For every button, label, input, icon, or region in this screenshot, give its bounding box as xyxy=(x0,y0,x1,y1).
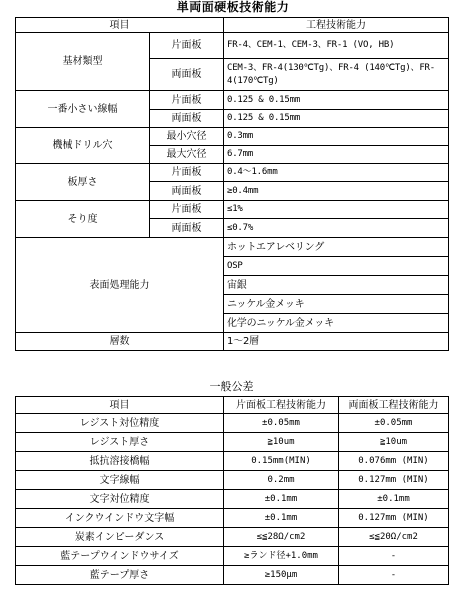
sub-item-cell: 片面板 xyxy=(150,201,224,219)
layers-value-cell: 1～2層 xyxy=(224,333,449,351)
table-row xyxy=(16,471,449,490)
single-value-cell: ≧10um xyxy=(224,433,339,452)
item-cell: 藍テープウインドウサイズ xyxy=(16,547,224,566)
single-value-cell: ±0.05mm xyxy=(224,414,339,433)
surface-value-cell: OSP xyxy=(224,257,449,276)
item-cell: 文字対位精度 xyxy=(16,490,224,509)
header-single-sided: 片面板工程技術能力 xyxy=(224,397,339,414)
double-value-cell: ±0.05mm xyxy=(339,414,449,433)
item-cell: 藍テープ厚さ xyxy=(16,566,224,585)
surface-value-cell: ニッケル金メッキ xyxy=(224,295,449,314)
item-cell: 炭素インピーダンス xyxy=(16,528,224,547)
category-cell: 一番小さい線幅 xyxy=(16,91,150,128)
category-cell: 板厚さ xyxy=(16,164,150,201)
single-value-cell: ±0.1mm xyxy=(224,509,339,528)
header-item: 項目 xyxy=(16,18,224,33)
double-value-cell: ±0.1mm xyxy=(339,490,449,509)
sub-item-cell: 最小穴径 xyxy=(150,128,224,146)
double-value-cell: 0.127mm (MIN) xyxy=(339,509,449,528)
surface-value-cell: ホットエアレベリング xyxy=(224,238,449,257)
value-cell: FR-4、CEM-1、CEM-3、FR-1 (VO, HB) xyxy=(224,33,449,59)
value-cell: ≤0.7% xyxy=(224,219,449,238)
header-item: 項目 xyxy=(16,397,224,414)
surface-value-cell: 宙銀 xyxy=(224,276,449,295)
item-cell: 抵抗溶接橋幅 xyxy=(16,452,224,471)
general-tolerance-table xyxy=(15,396,449,585)
item-cell: インクウインドウ文字幅 xyxy=(16,509,224,528)
layers-category-cell: 層数 xyxy=(16,333,224,351)
value-cell: ≤1% xyxy=(224,201,449,219)
value-cell: 0.125 & 0.15mm xyxy=(224,110,449,128)
item-cell: 文字線幅 xyxy=(16,471,224,490)
table-row xyxy=(16,433,449,452)
double-value-cell: 0.076mm (MIN) xyxy=(339,452,449,471)
single-value-cell: 0.15mm(MIN) xyxy=(224,452,339,471)
double-value-cell: - xyxy=(339,547,449,566)
value-cell: 0.3mm xyxy=(224,128,449,146)
sub-item-cell: 片面板 xyxy=(150,91,224,110)
sub-item-cell: 片面板 xyxy=(150,164,224,182)
sub-item-cell: 両面板 xyxy=(150,219,224,238)
value-cell: 6.7mm xyxy=(224,146,449,164)
sub-item-cell: 片面板 xyxy=(150,33,224,59)
table-row xyxy=(16,490,449,509)
surface-value-cell: 化学のニッケル金メッキ xyxy=(224,314,449,333)
single-value-cell: ≥150μm xyxy=(224,566,339,585)
value-cell: CEM-3、FR-4(130℃Tg)、FR-4 (140℃Tg)、FR-4(170℃Tg) xyxy=(224,59,449,91)
double-value-cell: ≧10um xyxy=(339,433,449,452)
header-double-sided: 両面板工程技術能力 xyxy=(339,397,449,414)
category-cell: 基材類型 xyxy=(16,33,150,91)
single-value-cell: ≤≦28Ω/cm2 xyxy=(224,528,339,547)
item-cell: レジスト対位精度 xyxy=(16,414,224,433)
surface-category-cell: 表面処理能力 xyxy=(16,238,224,333)
page-title: 単両面硬板技術能力 xyxy=(176,0,290,14)
table-row xyxy=(16,414,449,433)
single-value-cell: ≥ランド径+1.0mm xyxy=(224,547,339,566)
category-cell: そり度 xyxy=(16,201,150,238)
double-value-cell: ≤≦20Ω/cm2 xyxy=(339,528,449,547)
table-row xyxy=(16,566,449,585)
value-cell: ≥0.4mm xyxy=(224,182,449,201)
table-row xyxy=(16,452,449,471)
header-capability: 工程技術能力 xyxy=(224,18,449,33)
single-value-cell: ±0.1mm xyxy=(224,490,339,509)
item-cell: レジスト厚さ xyxy=(16,433,224,452)
sub-item-cell: 最大穴径 xyxy=(150,146,224,164)
sub-item-cell: 両面板 xyxy=(150,110,224,128)
table-row xyxy=(16,528,449,547)
value-cell: 0.125 & 0.15mm xyxy=(224,91,449,110)
double-value-cell: - xyxy=(339,566,449,585)
table-row xyxy=(16,509,449,528)
sub-item-cell: 両面板 xyxy=(150,182,224,201)
sub-item-cell: 両面板 xyxy=(150,59,224,91)
single-value-cell: 0.2mm xyxy=(224,471,339,490)
value-cell: 0.4～1.6mm xyxy=(224,164,449,182)
process-capability-table xyxy=(15,17,449,351)
category-cell: 機械ドリル穴 xyxy=(16,128,150,164)
double-value-cell: 0.127mm (MIN) xyxy=(339,471,449,490)
tolerance-title: 一般公差 xyxy=(209,380,254,393)
table-row xyxy=(16,547,449,566)
